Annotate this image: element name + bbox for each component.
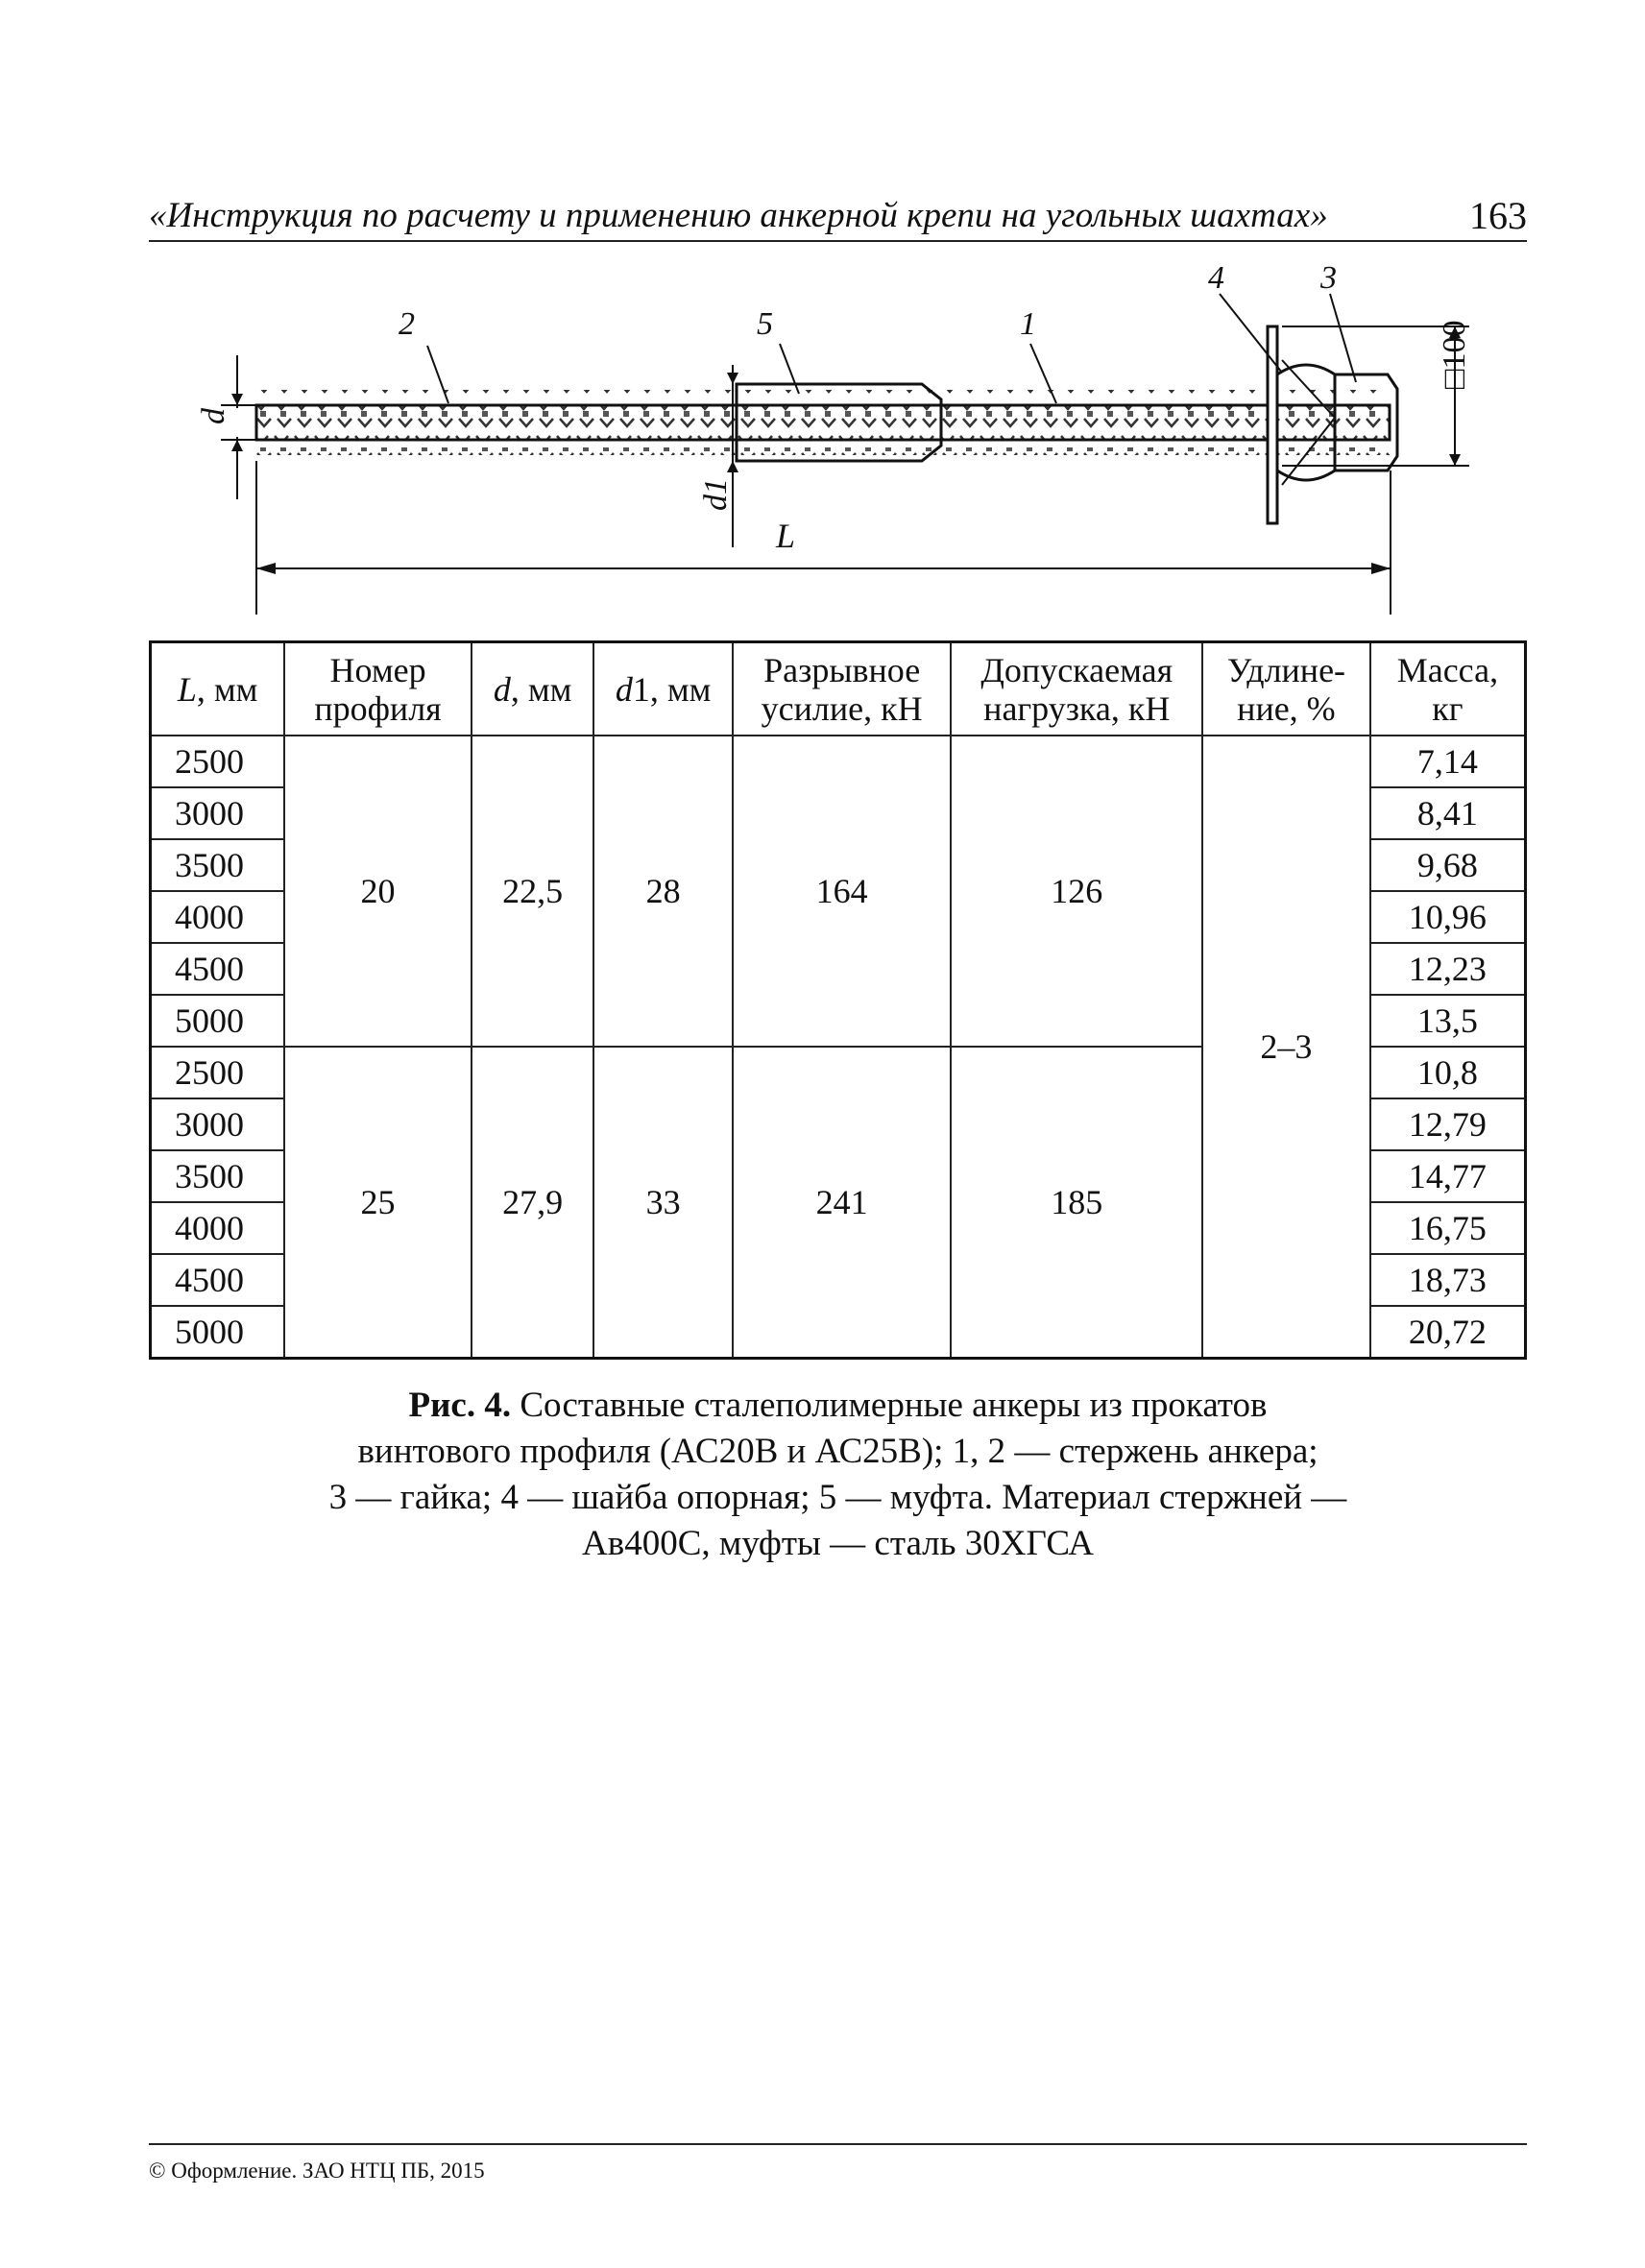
header-title: «Инструкция по расчету и применению анкерной крепи на угольных шахтах» (149, 196, 1328, 235)
caption-line-2: винтового профиля (АС20В и АС25В); 1, 2 — стержень анкера; (357, 1432, 1318, 1471)
label-plate-size: □100 (1437, 320, 1472, 389)
footer-copyright: © Оформление. ЗАО НТЦ ПБ, 2015 (149, 2159, 485, 2183)
anchor-rod (256, 390, 1390, 455)
header-profile: Номер профиля (284, 642, 472, 736)
label-item-4: 4 (1208, 260, 1224, 296)
label-item-3: 3 (1320, 260, 1337, 296)
cell-length: 3000 (151, 787, 285, 839)
cell-length: 4500 (151, 943, 285, 995)
cell-length: 3000 (151, 1098, 285, 1150)
dimension-d (196, 355, 255, 499)
label-L: L (776, 517, 796, 555)
cell-length: 5000 (151, 1306, 285, 1359)
item-callouts (399, 260, 1356, 403)
cell-profile: 20 (284, 736, 472, 1047)
label-d: d (196, 408, 231, 424)
cell-mass: 10,8 (1370, 1047, 1526, 1098)
header-elongation: Удлине- ние, % (1202, 642, 1370, 736)
running-header (149, 188, 1527, 242)
cell-mass: 9,68 (1370, 839, 1526, 891)
cell-length: 2500 (151, 1047, 285, 1098)
label-d1: d1 (698, 478, 734, 511)
label-item-2: 2 (399, 306, 415, 342)
table-row (151, 736, 1526, 787)
cell-d1: 33 (593, 1047, 732, 1359)
page-footer (149, 2143, 1527, 2184)
header-L: L, мм (151, 642, 285, 736)
header-d1: d1, мм (593, 642, 732, 736)
header-mass: Масса, кг (1370, 642, 1526, 736)
anchor-spec-table (149, 640, 1527, 1360)
caption-label: Рис. 4. (408, 1386, 512, 1425)
figure-caption (149, 1383, 1527, 1567)
cell-mass: 14,77 (1370, 1150, 1526, 1202)
cell-elongation: 2–3 (1202, 736, 1370, 1359)
label-item-5: 5 (757, 306, 773, 342)
anchor-drawing-svg (192, 259, 1536, 624)
cell-length: 4500 (151, 1254, 285, 1306)
cell-length: 4000 (151, 1202, 285, 1254)
caption-line-3: 3 — гайка; 4 — шайба опорная; 5 — муфта. Материал стержней — (328, 1478, 1347, 1517)
cell-d1: 28 (593, 736, 732, 1047)
cell-allowable-load: 185 (951, 1047, 1202, 1359)
header-allowable-load: Допускаемая нагрузка, кН (951, 642, 1202, 736)
cell-break-force: 164 (733, 736, 952, 1047)
cell-break-force: 241 (733, 1047, 952, 1359)
cell-length: 3500 (151, 839, 285, 891)
cell-mass: 10,96 (1370, 891, 1526, 943)
cell-mass: 12,23 (1370, 943, 1526, 995)
caption-line-4: Ав400С, муфты — сталь 30ХГСА (582, 1524, 1094, 1563)
page-number: 163 (1469, 194, 1527, 237)
header-break-force: Разрывное усилие, кН (733, 642, 952, 736)
cell-d: 27,9 (472, 1047, 594, 1359)
cell-mass: 12,79 (1370, 1098, 1526, 1150)
header-d: d, мм (472, 642, 594, 736)
cell-length: 4000 (151, 891, 285, 943)
cell-allowable-load: 126 (951, 736, 1202, 1047)
cell-mass: 16,75 (1370, 1202, 1526, 1254)
cell-mass: 7,14 (1370, 736, 1526, 787)
caption-line-1: Рис. 4. Составные сталеполимерные анкеры из прокатов (408, 1386, 1268, 1425)
cell-length: 5000 (151, 995, 285, 1047)
table-header-row (151, 642, 1526, 736)
cell-mass: 8,41 (1370, 787, 1526, 839)
dimension-L (256, 461, 1391, 615)
cell-mass: 13,5 (1370, 995, 1526, 1047)
cell-d: 22,5 (472, 736, 594, 1047)
cell-mass: 18,73 (1370, 1254, 1526, 1306)
cell-mass: 20,72 (1370, 1306, 1526, 1359)
anchor-drawing (192, 259, 1536, 624)
label-item-1: 1 (1020, 306, 1036, 342)
cell-profile: 25 (284, 1047, 472, 1359)
cell-length: 2500 (151, 736, 285, 787)
cell-length: 3500 (151, 1150, 285, 1202)
